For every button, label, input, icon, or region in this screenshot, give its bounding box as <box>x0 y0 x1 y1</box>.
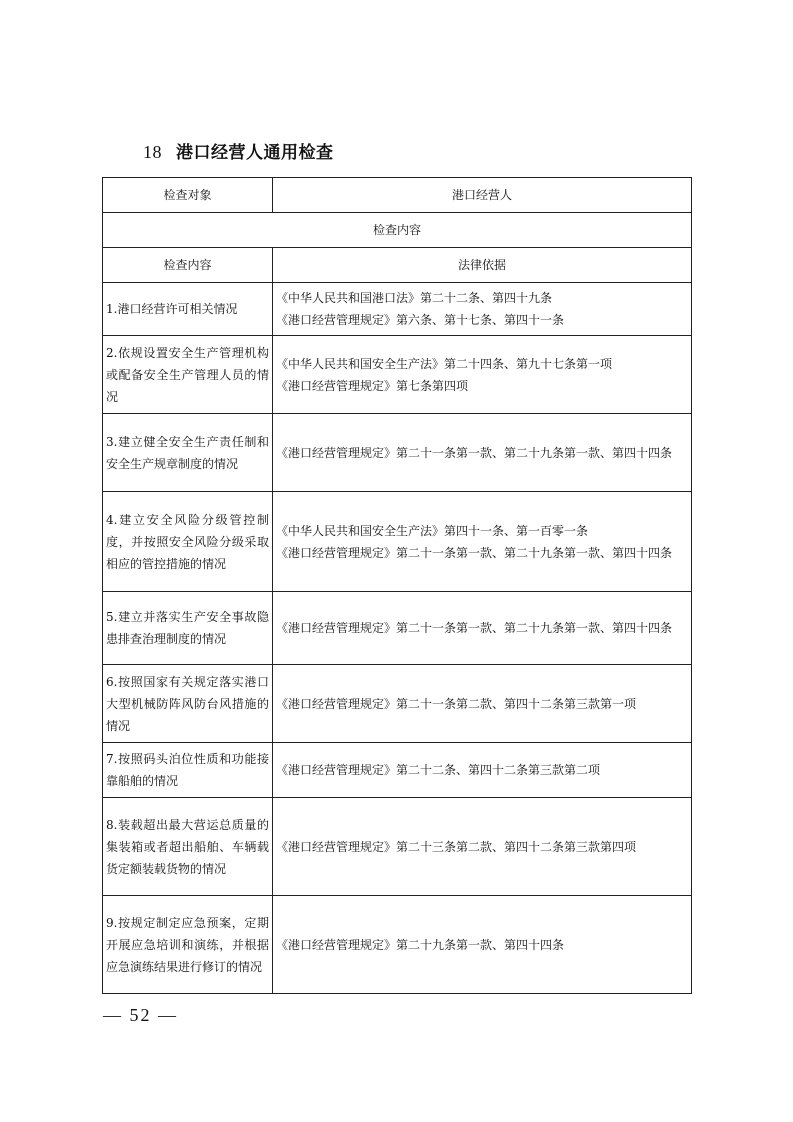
table-row <box>103 798 692 896</box>
column-header-row <box>103 248 692 283</box>
table-row <box>103 896 692 994</box>
check-item: 7.按照码头泊位性质和功能接靠船舶的情况 <box>103 743 273 798</box>
table-row <box>103 283 692 336</box>
basis-line: 《港口经营管理规定》第二十二条、第四十二条第三款第二项 <box>276 763 601 777</box>
legal-basis <box>273 896 692 994</box>
legal-basis <box>273 743 692 798</box>
basis-line: 《港口经营管理规定》第二十一条第一款、第二十九条第一款、第四十四条 <box>276 621 673 635</box>
legal-basis <box>273 798 692 896</box>
basis-line: 《港口经营管理规定》第二十一条第二款、第四十二条第三款第一项 <box>276 696 637 711</box>
check-item: 1.港口经营许可相关情况 <box>103 283 273 336</box>
legal-basis <box>273 414 692 492</box>
section-title <box>143 138 334 163</box>
check-item: 8.装载超出最大营运总质量的集装箱或者超出船舶、车辆载货定额装载货物的情况 <box>103 798 273 896</box>
table-row <box>103 665 692 743</box>
check-item: 6.按照国家有关规定落实港口大型机械防阵风防台风措施的情况 <box>103 665 273 743</box>
content-heading-row <box>103 213 692 248</box>
basis-line: 《中华人民共和国安全生产法》第四十一条、第一百零一条 <box>276 523 589 538</box>
basis-line: 《港口经营管理规定》第七条第四项 <box>276 378 469 393</box>
page-number: — 52 — <box>103 1005 178 1025</box>
inspection-table <box>102 177 692 994</box>
section-number: 18 <box>143 142 162 162</box>
basis-line: 《港口经营管理规定》第六条、第十七条、第四十一条 <box>276 313 565 327</box>
legal-basis <box>273 283 692 336</box>
content-heading: 检查内容 <box>103 213 692 248</box>
basis-line: 《港口经营管理规定》第二十一条第一款、第二十九条第一款、第四十四条 <box>276 445 673 460</box>
legal-basis <box>273 665 692 743</box>
table-row <box>103 414 692 492</box>
section-title-text: 港口经营人通用检查 <box>176 143 334 163</box>
table-row <box>103 492 692 592</box>
basis-line: 《中华人民共和国安全生产法》第二十四条、第九十七条第一项 <box>276 356 613 371</box>
table-row <box>103 336 692 414</box>
legal-basis <box>273 492 692 592</box>
legal-basis <box>273 592 692 665</box>
basis-line: 《港口经营管理规定》第二十九条第一款、第四十四条 <box>276 937 565 952</box>
object-row <box>103 178 692 213</box>
object-value: 港口经营人 <box>273 178 692 213</box>
check-item: 5.建立并落实生产安全事故隐患排查治理制度的情况 <box>103 592 273 665</box>
check-item: 2.依规设置安全生产管理机构或配备安全生产管理人员的情况 <box>103 336 273 414</box>
check-item: 9.按规定制定应急预案，定期开展应急培训和演练，并根据应急演练结果进行修订的情况 <box>103 896 273 994</box>
basis-line: 《港口经营管理规定》第二十一条第一款、第二十九条第一款、第四十四条 <box>276 545 673 560</box>
check-item: 4.建立安全风险分级管控制度，并按照安全风险分级采取相应的管控措施的情况 <box>103 492 273 592</box>
table-row <box>103 743 692 798</box>
table-row <box>103 592 692 665</box>
col-header-content: 检查内容 <box>103 248 273 283</box>
basis-line: 《中华人民共和国港口法》第二十二条、第四十九条 <box>276 291 553 305</box>
object-label: 检查对象 <box>103 178 273 213</box>
legal-basis <box>273 336 692 414</box>
basis-line: 《港口经营管理规定》第二十三条第二款、第四十二条第三款第四项 <box>276 839 637 854</box>
col-header-basis: 法律依据 <box>273 248 692 283</box>
check-item: 3.建立健全安全生产责任制和安全生产规章制度的情况 <box>103 414 273 492</box>
